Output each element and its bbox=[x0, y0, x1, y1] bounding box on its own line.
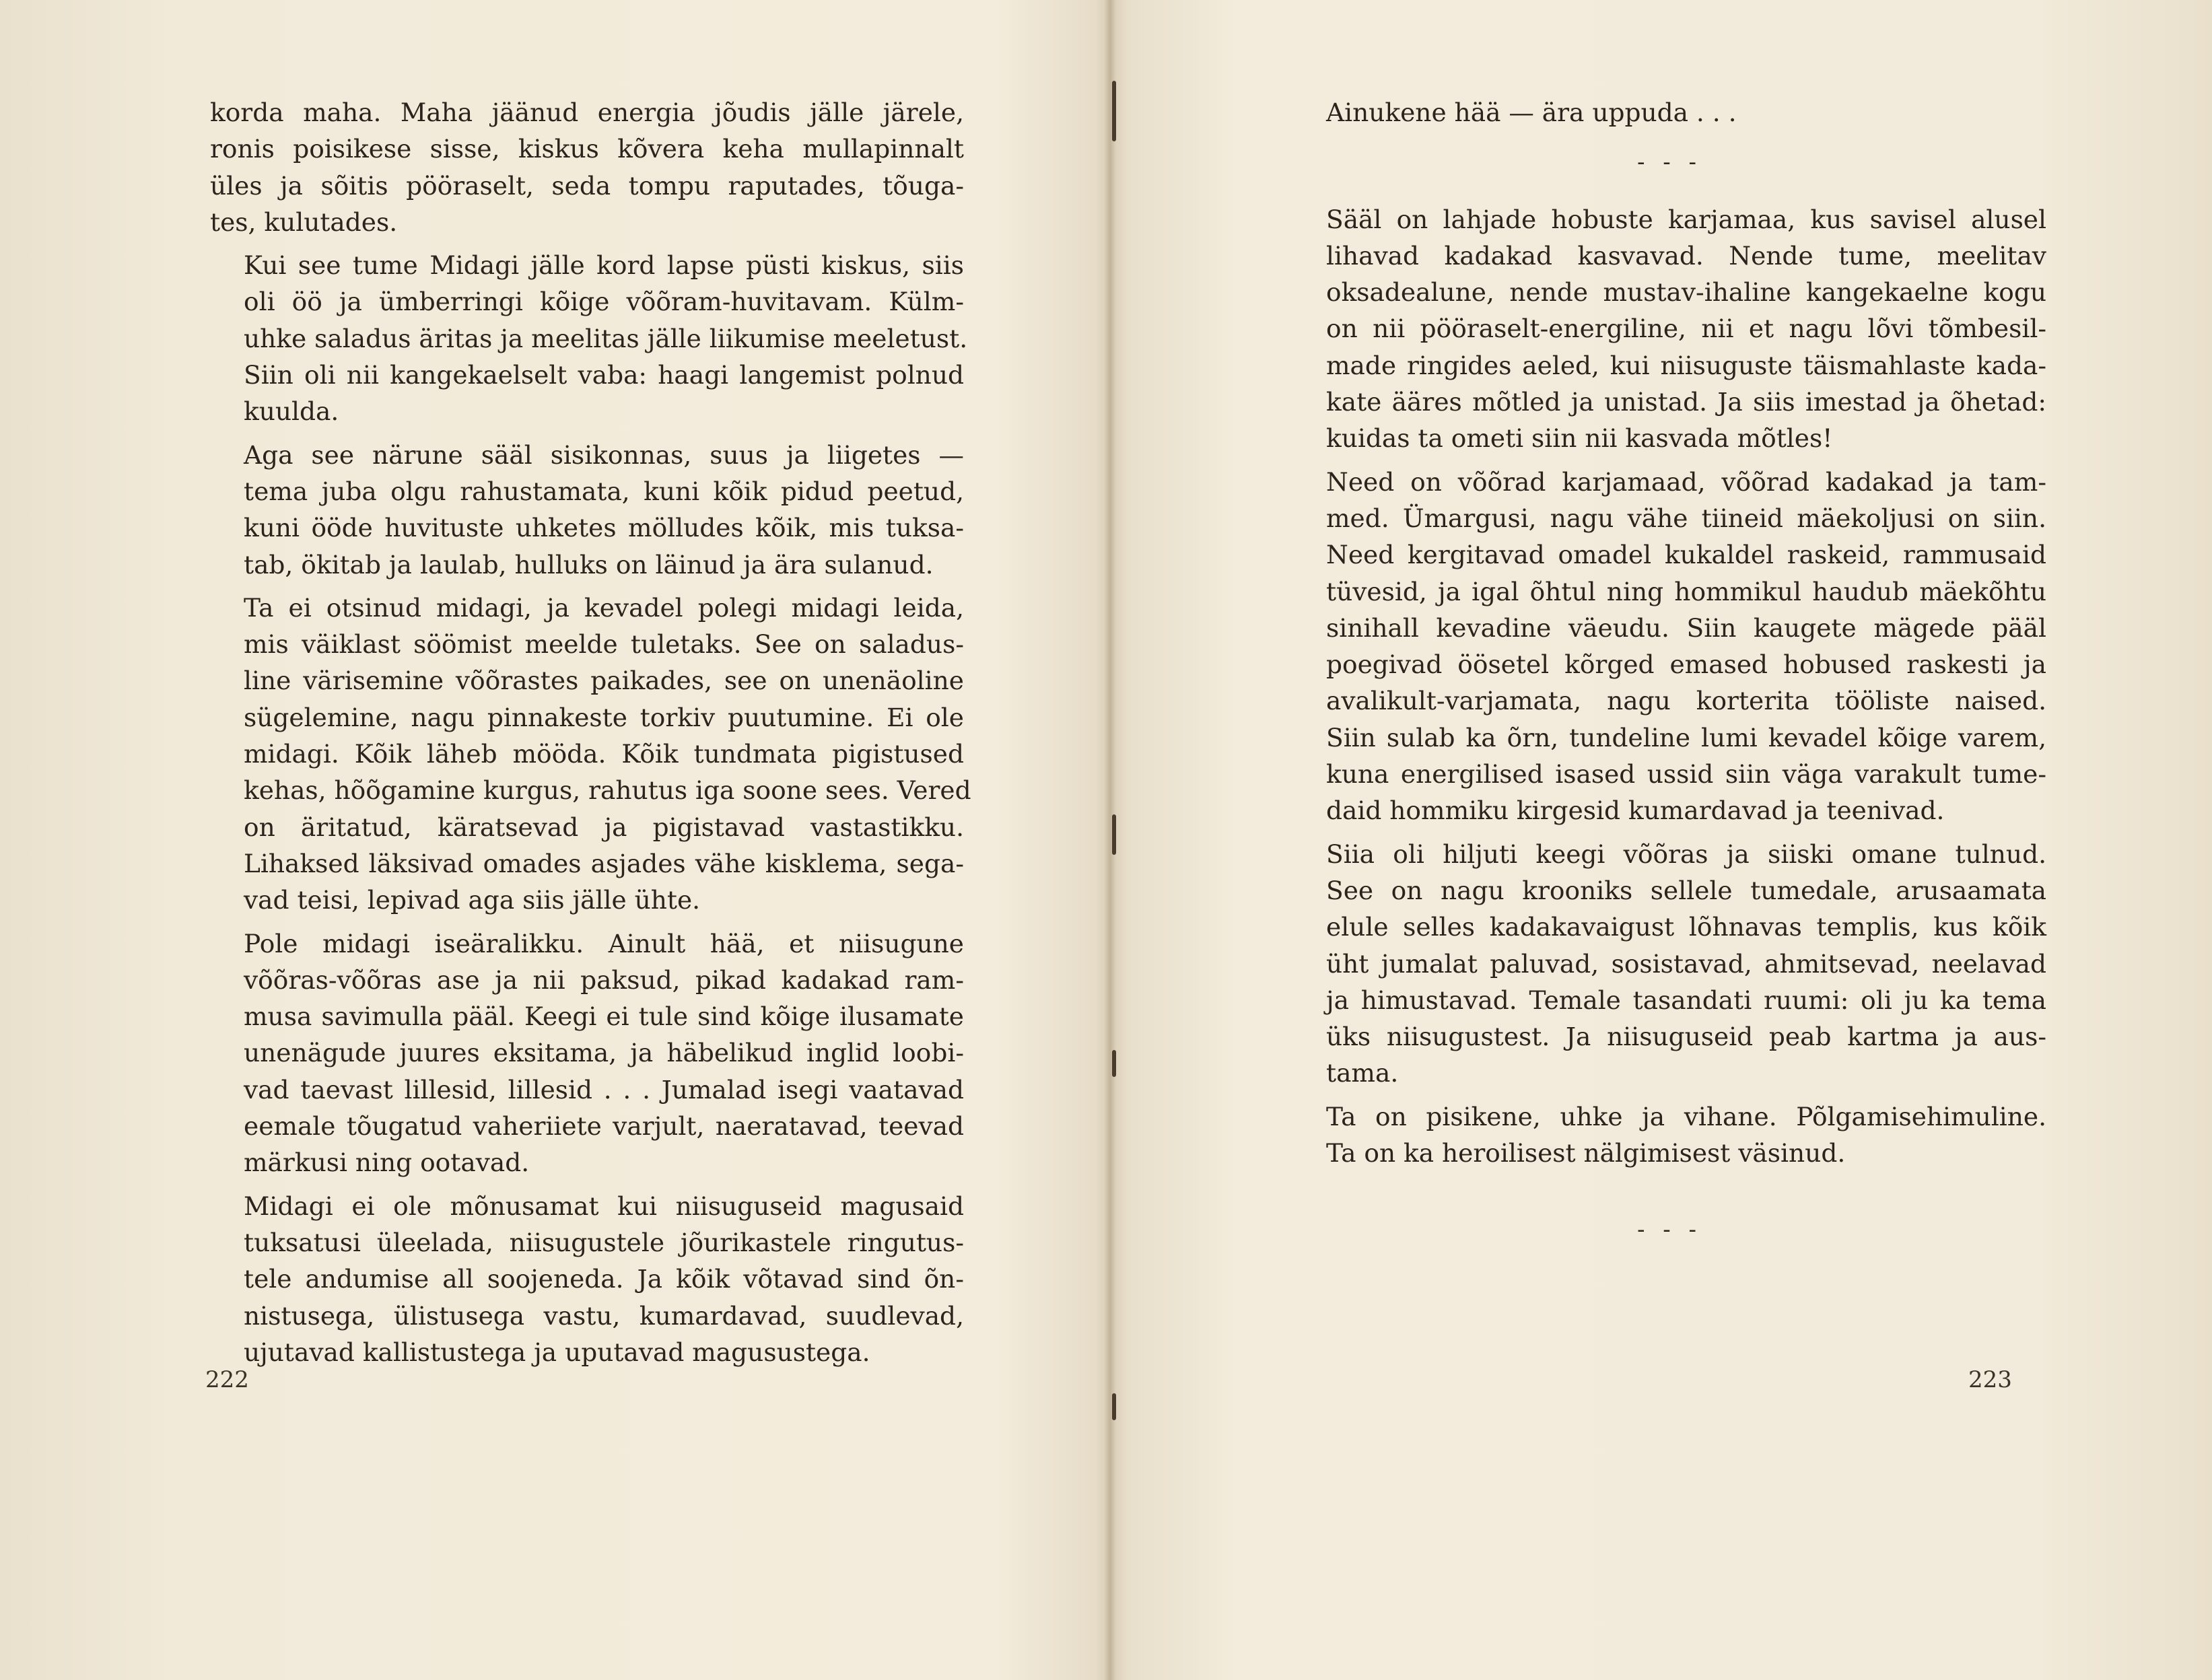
text-line: ronis poisikese sisse, kiskus kõvera keha mullapinnalt bbox=[210, 134, 964, 164]
binding-thread bbox=[1112, 1050, 1116, 1077]
paragraph bbox=[1292, 836, 2046, 1092]
text-line: kuidas ta ometi siin nii kasvada mõtles! bbox=[1326, 423, 1833, 454]
binding-thread bbox=[1112, 1393, 1116, 1420]
text-line: nistusega, ülistusega vastu, kumardavad, suudlevad, bbox=[244, 1300, 964, 1331]
text-line: eemale tõugatud vaheriiete varjult, naeratavad, teevad bbox=[244, 1111, 964, 1142]
paragraph bbox=[210, 247, 968, 429]
text-line: Aga see närune sääl sisikonnas, suus ja liigetes — bbox=[244, 440, 964, 470]
left-page-number: 222 bbox=[205, 1366, 249, 1393]
binding-thread bbox=[1112, 81, 1116, 141]
left-page bbox=[210, 94, 971, 1377]
text-line: Need on võõrad karjamaad, võõrad kadakad ja tam- bbox=[1326, 466, 2046, 497]
text-line: tema juba olgu rahustamata, kuni kõik pidud peetud, bbox=[244, 476, 964, 506]
text-line: Sääl on lahjade hobuste karjamaa, kus savisel alusel bbox=[1326, 204, 2046, 234]
text-line: kehas, hõõgamine kurgus, rahutus iga soone sees. Vered bbox=[244, 775, 971, 806]
text-line: Kui see tume Midagi jälle kord lapse püsti kiskus, siis bbox=[244, 250, 964, 281]
paragraph bbox=[1292, 201, 2046, 457]
text-line: korda maha. Maha jäänud energia jõudis jälle järele, bbox=[210, 98, 964, 127]
text-line: lihavad kadakad kasvavad. Nende tume, meelitav bbox=[1326, 240, 2046, 271]
text-line: tes, kulutades. bbox=[210, 207, 398, 237]
binding-thread bbox=[1112, 814, 1116, 855]
paragraph bbox=[1292, 464, 2046, 829]
text-line: on nii pööraselt-energiline, nii et nagu lõvi tõmbesil- bbox=[1326, 314, 2046, 344]
text-line: kuni ööde huvituste uhketes mölludes kõik, mis tuksa- bbox=[244, 513, 964, 543]
text-line: üks niisugustest. Ja niisuguseid peab kartma ja aus- bbox=[1326, 1022, 2046, 1052]
text-line: made ringides aeled, kui niisuguste täismahlaste kada- bbox=[1326, 350, 2046, 380]
text-line: unenägude juures eksitama, ja häbelikud inglid loobi- bbox=[244, 1038, 964, 1068]
text-line: sügelemine, nagu pinnakeste torkiv puutumine. Ei ole bbox=[244, 702, 964, 732]
text-line: tüvesid, ja igal õhtul ning hommikul haudub mäekõhtu bbox=[1326, 576, 2046, 606]
text-line: tab, ökitab ja laulab, hulluks on läinud ja ära sulanud. bbox=[244, 549, 934, 580]
text-line: Midagi ei ole mõnusamat kui niisuguseid magusaid bbox=[244, 1191, 964, 1221]
opening-line: Ainukene hää — ära uppuda . . . bbox=[1326, 98, 1737, 127]
text-line: Siin oli nii kangekaelselt vaba: haagi langemist polnud bbox=[244, 360, 964, 390]
text-line: Siin sulab ka õrn, tundeline lumi kevadel kõige varem, bbox=[1326, 722, 2046, 753]
text-line: mis väiklast söömist meelde tuletaks. See on saladus- bbox=[244, 629, 964, 660]
text-line: kate ääres mõtled ja unistad. Ja siis imestad ja õhetad: bbox=[1326, 387, 2046, 417]
right-page-number: 223 bbox=[1968, 1366, 2012, 1393]
paragraph bbox=[210, 94, 964, 240]
text-line: kuulda. bbox=[244, 396, 339, 427]
text-line: üht jumalat paluvad, sosistavad, ahmitsevad, neelavad bbox=[1326, 948, 2046, 979]
text-line: line värisemine võõrastes paikades, see on unenäoline bbox=[244, 666, 964, 696]
text-line: uhke saladus äritas ja meelitas jälle liikumise meeletust. bbox=[244, 323, 968, 353]
end-separator: - - - bbox=[1636, 1216, 1702, 1244]
text-line: elule selles kadakavaigust lõhnavas templis, kus kõik bbox=[1326, 912, 2046, 942]
text-line: üles ja sõitis pööraselt, seda tompu raputades, tõuga- bbox=[210, 170, 964, 201]
text-line: sinihall kevadine väeudu. Siin kaugete mägede pääl bbox=[1326, 612, 2046, 643]
text-line: med. Ümargusi, nagu vähe tiineid mäekoljusi on siin. bbox=[1326, 503, 2046, 533]
text-line: võõras-võõras ase ja nii paksud, pikad kadakad ram- bbox=[244, 965, 964, 995]
text-line: kuna energilised isased ussid siin väga varakult tume- bbox=[1326, 759, 2046, 790]
text-line: poegivad öösetel kõrged emased hobused raskesti ja bbox=[1326, 650, 2046, 680]
text-line: Lihaksed läksivad omades asjades vähe kisklema, sega- bbox=[244, 848, 964, 878]
text-line: midagi. Kõik läheb mööda. Kõik tundmata pigistused bbox=[244, 739, 964, 769]
text-line: Siia oli hiljuti keegi võõras ja siiski omane tulnud. bbox=[1326, 839, 2046, 869]
text-line: vad teisi, lepivad aga siis jälle ühte. bbox=[244, 885, 701, 915]
text-line: Ta ei otsinud midagi, ja kevadel polegi midagi leida, bbox=[244, 592, 964, 623]
text-line: tele andumise all soojeneda. Ja kõik võtavad sind õn- bbox=[244, 1264, 964, 1294]
text-line: Ta on ka heroilisest nälgimisest väsinud. bbox=[1326, 1138, 1846, 1168]
text-line: Need kergitavad omadel kukaldel raskeid, rammusaid bbox=[1326, 540, 2046, 570]
text-line: Ta on pisikene, uhke ja vihane. Põlgamisehimuline. bbox=[1326, 1101, 2046, 1131]
text-line: avalikult-varjamata, nagu korterita tööliste naised. bbox=[1326, 686, 2046, 716]
paragraph bbox=[210, 437, 964, 583]
text-line: musa savimulla pääl. Keegi ei tule sind kõige ilusamate bbox=[244, 1002, 964, 1032]
text-line: See on nagu krooniks sellele tumedale, arusaamata bbox=[1326, 875, 2046, 905]
paragraph bbox=[210, 1188, 964, 1370]
text-line: märkusi ning ootavad. bbox=[244, 1148, 530, 1178]
text-line: oli öö ja ümberringi kõige võõram-huvitavam. Külm- bbox=[244, 287, 964, 317]
text-line: ujutavad kallistustega ja uputavad magusustega. bbox=[244, 1337, 870, 1367]
paragraph bbox=[210, 590, 971, 919]
text-line: on äritatud, käratsevad ja pigistavad vastastikku. bbox=[244, 812, 964, 842]
text-line: oksadealune, nende mustav-ihaline kangekaelne kogu bbox=[1326, 277, 2046, 308]
right-page bbox=[1292, 94, 2046, 1269]
paragraph bbox=[210, 925, 964, 1181]
text-line: tuksatusi üleelada, niisugustele jõurikastele ringutus- bbox=[244, 1227, 964, 1257]
right-page-body bbox=[1292, 201, 2046, 1172]
text-line: tama. bbox=[1326, 1058, 1399, 1088]
text-line: daid hommiku kirgesid kumardavad ja teenivad. bbox=[1326, 796, 1945, 826]
section-separator: - - - bbox=[1636, 149, 1702, 176]
text-line: Pole midagi iseäralikku. Ainult hää, et niisugune bbox=[244, 928, 964, 958]
text-line: ja himustavad. Temale tasandati ruumi: oli ju ka tema bbox=[1326, 985, 2046, 1015]
paragraph bbox=[1292, 1098, 2046, 1172]
text-line: vad taevast lillesid, lillesid . . . Jumalad isegi vaatavad bbox=[244, 1074, 964, 1105]
